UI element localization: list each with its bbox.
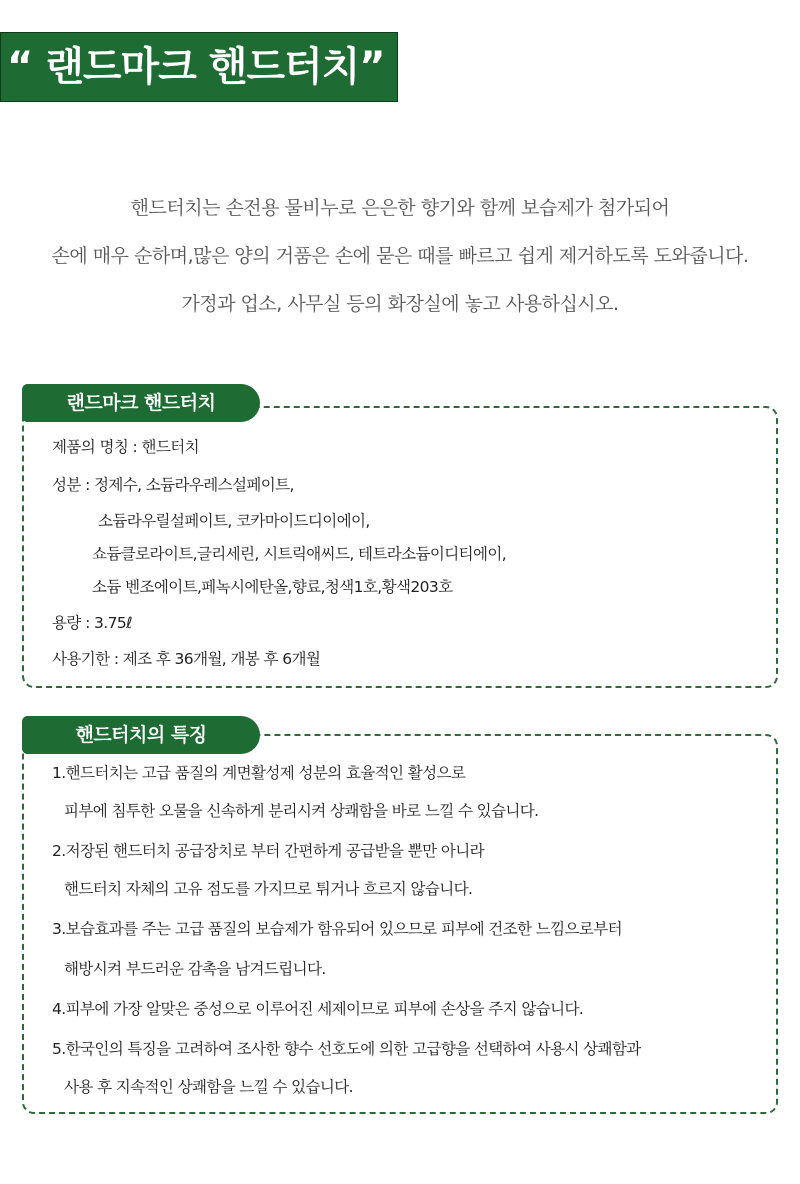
spec-line-name: 제품의 명칭 : 핸드터치 — [52, 438, 199, 456]
intro-line: 손에 매우 순하며,많은 양의 거품은 손에 묻은 때를 빠르고 쉽게 제거하도록 도와줍니다. — [51, 245, 749, 267]
intro-paragraph — [0, 188, 800, 332]
feature-line: 해방시켜 부드러운 감촉을 남겨드립니다. — [64, 960, 326, 978]
feature-line: 피부에 침투한 오물을 신속하게 분리시켜 상쾌함을 바로 느낄 수 있습니다. — [64, 802, 539, 820]
spec-line-ingredients: 성분 : 정제수, 소듐라우레스설페이트, — [52, 476, 294, 494]
intro-line: 가정과 업소, 사무실 등의 화장실에 놓고 사용하십시오. — [181, 293, 619, 315]
spec-line-ingredients-cont: 소듐라우릴설페이트, 코카마이드디이에이, — [98, 512, 370, 530]
feature-line: 사용 후 지속적인 상쾌함을 느낄 수 있습니다. — [64, 1078, 354, 1096]
feature-line: 핸드터치 자체의 고유 점도를 가지므로 튀거나 흐르지 않습니다. — [64, 880, 473, 898]
feature-line: 4.피부에 가장 알맞은 중성으로 이루어진 세제이므로 피부에 손상을 주지 않습니다. — [52, 1000, 584, 1018]
spec-line-ingredients-cont: 소듐 벤조에이트,페녹시에탄올,향료,청색1호,황색203호 — [92, 578, 453, 596]
feature-line: 5.한국인의 특징을 고려하여 조사한 향수 선호도에 의한 고급향을 선택하여 사용시 상쾌함과 — [52, 1040, 641, 1058]
spec-heading: 랜드마크 핸드터치 — [22, 384, 260, 422]
spec-line-expiry: 사용기한 : 제조 후 36개월, 개봉 후 6개월 — [52, 650, 321, 668]
spec-line-volume: 용량 : 3.75ℓ — [52, 614, 132, 632]
feature-line: 1.핸드터치는 고급 품질의 계면활성제 성분의 효율적인 활성으로 — [52, 764, 466, 782]
spec-line-ingredients-cont: 쇼듐클로라이트,글리세린, 시트릭애씨드, 테트라소듐이디티에이, — [92, 545, 507, 563]
intro-line: 핸드터치는 손전용 물비누로 은은한 향기와 함께 보습제가 첨가되어 — [130, 197, 670, 219]
page-title: “ 랜드마크 핸드터치” — [0, 32, 398, 102]
feature-line: 3.보습효과를 주는 고급 품질의 보습제가 함유되어 있으므로 피부에 건조한 느낌으로부터 — [52, 920, 622, 938]
features-heading: 핸드터치의 특징 — [22, 716, 260, 754]
feature-line: 2.저장된 핸드터치 공급장치로 부터 간편하게 공급받을 뿐만 아니라 — [52, 842, 484, 860]
